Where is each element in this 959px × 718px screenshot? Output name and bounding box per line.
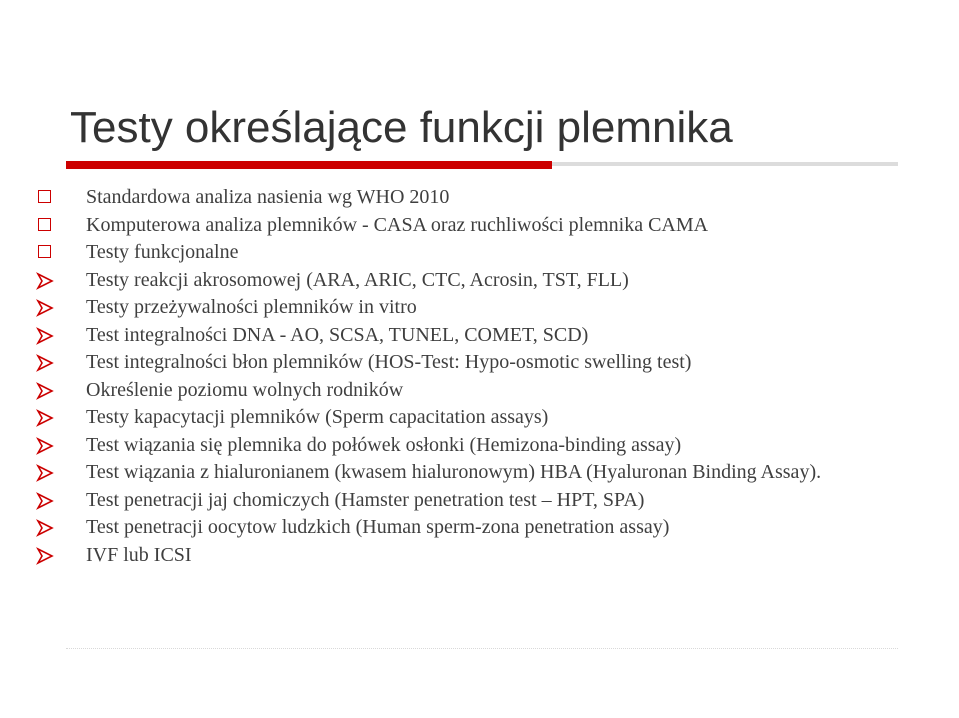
- list-item-text: Komputerowa analiza plemników - CASA oraz ruchliwości plemnika CAMA: [86, 213, 709, 236]
- list-item-text: Testy reakcji akrosomowej (ARA, ARIC, CTC, Acrosin, TST, FLL): [86, 268, 629, 291]
- arrow-bullet-icon: [36, 299, 54, 317]
- arrow-bullet-icon: [36, 409, 54, 427]
- list-item-text: Standardowa analiza nasienia wg WHO 2010: [86, 186, 450, 208]
- list-item: [0, 404, 898, 432]
- arrow-bullet-icon: [36, 437, 54, 455]
- slide-title: Testy określające funkcji plemnika: [70, 103, 733, 152]
- list-item: [0, 212, 898, 240]
- arrow-bullet-icon: [36, 382, 54, 400]
- list-item-text: Testy funkcjonalne: [86, 241, 239, 263]
- title-underline-accent: [66, 161, 552, 169]
- list-item-text: Test penetracji jaj chomiczych (Hamster penetration test – HPT, SPA): [86, 488, 645, 511]
- list-item-text: Test penetracji oocytow ludzkich (Human sperm-zona penetration assay): [86, 516, 670, 538]
- arrow-bullet-icon: [36, 519, 54, 537]
- square-bullet-icon: [38, 218, 51, 231]
- list-item: [0, 459, 898, 487]
- list-item-text: Test wiązania się plemnika do połówek osłonki (Hemizona-binding assay): [86, 433, 682, 456]
- list-item: [0, 267, 898, 295]
- arrow-bullet-icon: [36, 547, 54, 565]
- list-item-text: Testy przeżywalności plemników in vitro: [86, 296, 417, 318]
- list-item-text: Test wiązania z hialuronianem (kwasem hialuronowym) HBA (Hyaluronan Binding Assay).: [86, 461, 822, 483]
- list-item-text: Test integralności błon plemników (HOS-Test: Hypo-osmotic swelling test): [86, 351, 692, 373]
- footer-divider: [66, 648, 898, 649]
- square-bullet-icon: [38, 190, 51, 203]
- bullet-list: [0, 184, 898, 569]
- arrow-bullet-icon: [36, 354, 54, 372]
- list-item: [0, 239, 898, 267]
- list-item: [0, 184, 898, 212]
- list-item-text: Test integralności DNA - AO, SCSA, TUNEL, COMET, SCD): [86, 323, 589, 346]
- list-item: [0, 349, 898, 377]
- list-item: [0, 322, 898, 350]
- square-bullet-icon: [38, 245, 51, 258]
- list-item: [0, 294, 898, 322]
- list-item-text: Określenie poziomu wolnych rodników: [86, 378, 404, 401]
- list-item: [0, 432, 898, 460]
- list-item: [0, 377, 898, 405]
- list-item-text: IVF lub ICSI: [86, 543, 192, 566]
- arrow-bullet-icon: [36, 327, 54, 345]
- list-item: [0, 542, 898, 570]
- list-item: [0, 487, 898, 515]
- arrow-bullet-icon: [36, 464, 54, 482]
- arrow-bullet-icon: [36, 492, 54, 510]
- list-item: [0, 514, 898, 542]
- arrow-bullet-icon: [36, 272, 54, 290]
- list-item-text: Testy kapacytacji plemników (Sperm capacitation assays): [86, 406, 549, 428]
